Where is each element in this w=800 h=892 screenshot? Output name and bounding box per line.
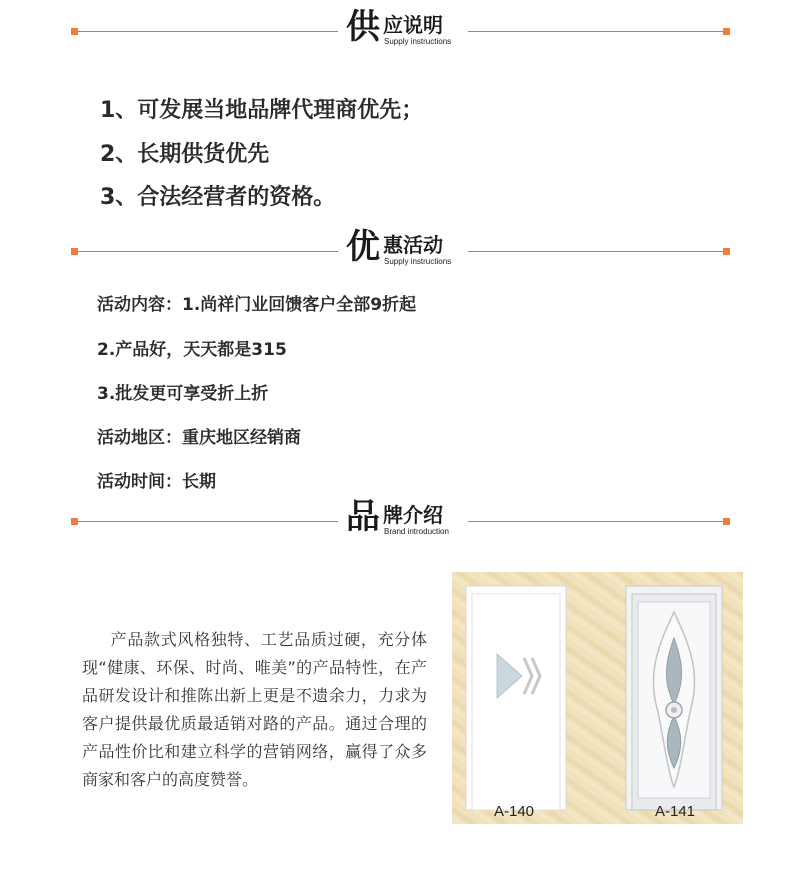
section-title-initial: 供: [346, 7, 380, 47]
brand-section-header: [0, 491, 800, 551]
divider-dot-right: [723, 518, 730, 525]
promo-section-header: [0, 221, 800, 281]
divider-line-left: [76, 521, 338, 522]
section-subtitle: Supply instructions: [384, 37, 452, 46]
divider-line-right: [468, 251, 724, 252]
divider-line-right: [468, 521, 724, 522]
divider-line-right: [468, 31, 724, 32]
section-subtitle: Supply instructions: [384, 257, 452, 266]
divider-dot-left: [71, 518, 78, 525]
door-illustrations: [452, 572, 743, 824]
promo-item: 活动时间：长期: [97, 472, 216, 492]
divider-line-left: [76, 31, 338, 32]
door-a141-image: [626, 586, 722, 810]
supply-item: 1、可发展当地品牌代理商优先；: [100, 98, 424, 123]
promo-item: 2.产品好，天天都是315: [97, 340, 287, 360]
door-a140-image: [466, 586, 566, 810]
door-caption: A-140: [494, 803, 535, 820]
supply-section-header: [0, 1, 800, 61]
section-title-rest: 惠活动: [383, 233, 443, 257]
promo-item: 3.批发更可享受折上折: [97, 384, 269, 404]
section-title-rest: 应说明: [383, 13, 443, 37]
divider-dot-left: [71, 28, 78, 35]
section-title-rest: 牌介绍: [383, 503, 443, 527]
divider-dot-left: [71, 248, 78, 255]
section-title-initial: 品: [346, 497, 380, 537]
section-subtitle: Brand introduction: [384, 527, 449, 536]
promo-item: 活动内容：1.尚祥门业回馈客户全部9折起: [97, 295, 417, 315]
brand-description: [82, 626, 427, 794]
promo-item: 活动地区：重庆地区经销商: [97, 428, 301, 448]
divider-line-left: [76, 251, 338, 252]
supply-item: 3、合法经营者的资格。: [100, 185, 336, 210]
supply-item: 2、长期供货优先: [100, 142, 270, 167]
door-caption: A-141: [655, 803, 696, 820]
divider-dot-right: [723, 28, 730, 35]
door-product-panel: [452, 572, 743, 824]
brand-paragraph: 产品款式风格独特、工艺品质过硬，充分体现“健康、环保、时尚、唯美”的产品特性，在产品研发设计和推陈出新上更是不遗余力，力求为客户提供最优质最适销对路的产品。通过合理的产品性价比和建立科学的营销网络，赢得了众多商家和客户的高度赞誉。: [82, 630, 427, 789]
divider-dot-right: [723, 248, 730, 255]
section-title-initial: 优: [346, 227, 380, 267]
